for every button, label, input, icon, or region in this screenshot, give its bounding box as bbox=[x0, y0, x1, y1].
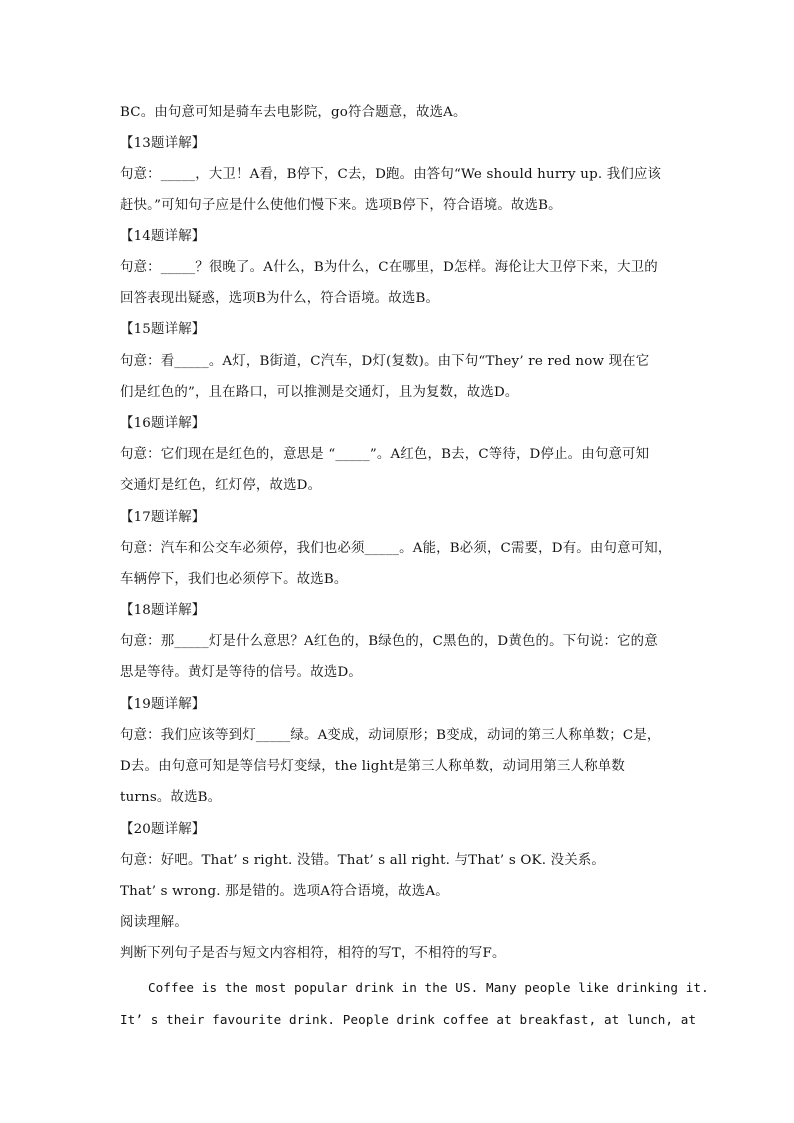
section-heading-20: 【20题详解】 bbox=[120, 822, 206, 837]
section-heading-13: 【13题详解】 bbox=[120, 136, 206, 151]
paragraph-line: 思是等待。黄灯是等待的信号。故选D。 bbox=[120, 665, 362, 680]
paragraph-line: turns。故选B。 bbox=[120, 790, 222, 805]
paragraph-line: D去。由句意可知是等信号灯变绿，the light是第三人称单数，动词用第三人称单数 bbox=[120, 759, 625, 774]
passage-line: Coffee is the most popular drink in the US. Many people like drinking it. bbox=[148, 980, 709, 995]
paragraph-line: 句意：好吧。That’ s right. 没错。That’ s all right. 与That’ s OK. 没关系。 bbox=[120, 853, 605, 868]
paragraph-line: 句意：汽车和公交车必须停，我们也必须_____。A能，B必须，C需要，D有。由句意可知， bbox=[120, 541, 672, 556]
paragraph-line: 句意：它们现在是红色的，意思是 “_____”。A红色，B去，C等待，D停止。由句意可知 bbox=[120, 447, 650, 462]
paragraph-line: 句意：我们应该等到灯_____绿。A变成，动词原形；B变成，动词的第三人称单数；C是， bbox=[120, 728, 661, 743]
paragraph-line: 交通灯是红色，红灯停，故选D。 bbox=[120, 478, 322, 493]
section-heading-19: 【19题详解】 bbox=[120, 697, 206, 712]
instruction-line: 判断下列句子是否与短文内容相符，相符的写T，不相符的写F。 bbox=[120, 946, 506, 961]
section-heading-14: 【14题详解】 bbox=[120, 229, 206, 244]
paragraph-line: 车辆停下，我们也必须停下。故选B。 bbox=[120, 572, 348, 587]
section-title-reading: 阅读理解。 bbox=[120, 915, 188, 930]
section-heading-17: 【17题详解】 bbox=[120, 510, 206, 525]
section-heading-16: 【16题详解】 bbox=[120, 416, 206, 431]
paragraph-line: 赶快。”可知句子应是什么使他们慢下来。选项B停下，符合语境。故选B。 bbox=[120, 198, 562, 213]
paragraph-line: 们是红色的”，且在路口，可以推测是交通灯，且为复数，故选D。 bbox=[120, 385, 519, 400]
paragraph-line: BC。由句意可知是骑车去电影院，go符合题意，故选A。 bbox=[120, 105, 467, 120]
section-heading-18: 【18题详解】 bbox=[120, 603, 206, 618]
section-heading-15: 【15题详解】 bbox=[120, 322, 206, 337]
paragraph-line: That’ s wrong. 那是错的。选项A符合语境，故选A。 bbox=[120, 884, 449, 899]
passage-line: It’ s their favourite drink. People drink coffee at breakfast, at lunch, at bbox=[120, 1012, 697, 1027]
paragraph-line: 回答表现出疑惑，选项B为什么，符合语境。故选B。 bbox=[120, 291, 440, 306]
paragraph-line: 句意：那_____灯是什么意思？A红色的，B绿色的，C黑色的，D黄色的。下句说：它的意 bbox=[120, 634, 658, 649]
paragraph-line: 句意：_____？很晚了。A什么，B为什么，C在哪里，D怎样。海伦让大卫停下来，大卫的 bbox=[120, 260, 658, 275]
paragraph-line: 句意：_____，大卫！A看，B停下，C去，D跑。由答句“We should hurry up. 我们应该 bbox=[120, 167, 662, 182]
paragraph-line: 句意：看_____。A灯，B街道，C汽车，D灯(复数)。由下句“They’ re red now 现在它 bbox=[120, 354, 650, 369]
